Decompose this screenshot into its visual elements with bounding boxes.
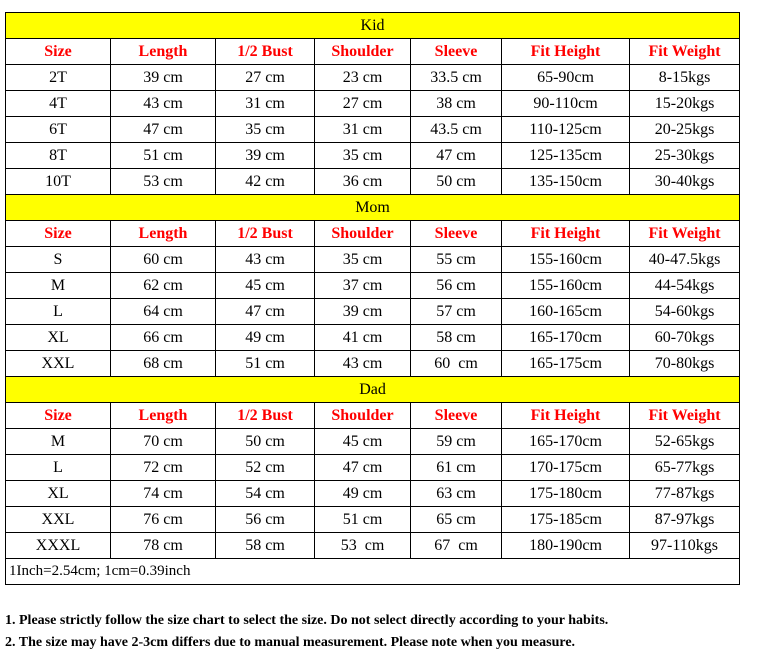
measurement-cell: 37 cm <box>315 273 411 299</box>
measurement-cell: 97-110kgs <box>630 533 740 559</box>
conversion-note-row <box>6 559 740 585</box>
measurement-cell: 33.5 cm <box>411 65 502 91</box>
size-chart-table <box>5 12 740 585</box>
table-row <box>6 169 740 195</box>
section-title-row <box>6 377 740 403</box>
measurement-cell: 20-25kgs <box>630 117 740 143</box>
measurement-cell: 47 cm <box>111 117 216 143</box>
measurement-cell: 180-190cm <box>502 533 630 559</box>
footnotes <box>5 612 608 656</box>
measurement-cell: 170-175cm <box>502 455 630 481</box>
table-row <box>6 247 740 273</box>
table-row <box>6 533 740 559</box>
measurement-cell: 175-185cm <box>502 507 630 533</box>
size-cell: XL <box>6 481 111 507</box>
size-cell: 6T <box>6 117 111 143</box>
measurement-cell: 43 cm <box>315 351 411 377</box>
size-cell: 4T <box>6 91 111 117</box>
column-header: Shoulder <box>315 221 411 247</box>
measurement-cell: 23 cm <box>315 65 411 91</box>
measurement-cell: 43 cm <box>216 247 315 273</box>
column-header: Fit Height <box>502 39 630 65</box>
measurement-cell: 47 cm <box>411 143 502 169</box>
column-header-row <box>6 403 740 429</box>
measurement-cell: 58 cm <box>411 325 502 351</box>
measurement-cell: 35 cm <box>315 247 411 273</box>
measurement-cell: 35 cm <box>216 117 315 143</box>
measurement-cell: 90-110cm <box>502 91 630 117</box>
column-header: Length <box>111 221 216 247</box>
size-cell: XXL <box>6 351 111 377</box>
column-header: Fit Weight <box>630 221 740 247</box>
measurement-cell: 65 cm <box>411 507 502 533</box>
measurement-cell: 78 cm <box>111 533 216 559</box>
measurement-cell: 62 cm <box>111 273 216 299</box>
section-title: Mom <box>6 195 740 221</box>
measurement-cell: 39 cm <box>111 65 216 91</box>
measurement-cell: 87-97kgs <box>630 507 740 533</box>
measurement-cell: 58 cm <box>216 533 315 559</box>
measurement-cell: 67 cm <box>411 533 502 559</box>
column-header: 1/2 Bust <box>216 39 315 65</box>
measurement-cell: 65-77kgs <box>630 455 740 481</box>
measurement-cell: 51 cm <box>111 143 216 169</box>
measurement-cell: 70 cm <box>111 429 216 455</box>
measurement-cell: 76 cm <box>111 507 216 533</box>
size-cell: 2T <box>6 65 111 91</box>
size-cell: XXL <box>6 507 111 533</box>
size-cell: XL <box>6 325 111 351</box>
measurement-cell: 30-40kgs <box>630 169 740 195</box>
measurement-cell: 66 cm <box>111 325 216 351</box>
measurement-cell: 49 cm <box>216 325 315 351</box>
table-row <box>6 481 740 507</box>
column-header: Shoulder <box>315 403 411 429</box>
measurement-cell: 55 cm <box>411 247 502 273</box>
column-header: Length <box>111 39 216 65</box>
measurement-cell: 42 cm <box>216 169 315 195</box>
measurement-cell: 54-60kgs <box>630 299 740 325</box>
measurement-cell: 40-47.5kgs <box>630 247 740 273</box>
table-row <box>6 299 740 325</box>
measurement-cell: 39 cm <box>315 299 411 325</box>
measurement-cell: 35 cm <box>315 143 411 169</box>
measurement-cell: 51 cm <box>216 351 315 377</box>
measurement-cell: 50 cm <box>411 169 502 195</box>
measurement-cell: 57 cm <box>411 299 502 325</box>
measurement-cell: 45 cm <box>216 273 315 299</box>
footnote-2: 2. The size may have 2-3cm differs due to manual measurement. Please note when you measure. <box>5 635 576 650</box>
measurement-cell: 27 cm <box>315 91 411 117</box>
column-header: Size <box>6 221 111 247</box>
measurement-cell: 77-87kgs <box>630 481 740 507</box>
column-header: Fit Height <box>502 221 630 247</box>
measurement-cell: 39 cm <box>216 143 315 169</box>
column-header: Fit Weight <box>630 39 740 65</box>
table-row <box>6 429 740 455</box>
table-row <box>6 455 740 481</box>
measurement-cell: 61 cm <box>411 455 502 481</box>
table-row <box>6 143 740 169</box>
section-title: Kid <box>6 13 740 39</box>
measurement-cell: 135-150cm <box>502 169 630 195</box>
section-title-row <box>6 13 740 39</box>
size-chart-body <box>6 13 740 585</box>
measurement-cell: 38 cm <box>411 91 502 117</box>
footnote-1: 1. Please strictly follow the size chart to select the size. Do not select directly according to your habits. <box>5 613 609 628</box>
measurement-cell: 15-20kgs <box>630 91 740 117</box>
measurement-cell: 53 cm <box>315 533 411 559</box>
measurement-cell: 175-180cm <box>502 481 630 507</box>
measurement-cell: 49 cm <box>315 481 411 507</box>
column-header: Sleeve <box>411 403 502 429</box>
measurement-cell: 63 cm <box>411 481 502 507</box>
table-row <box>6 65 740 91</box>
column-header-row <box>6 39 740 65</box>
measurement-cell: 56 cm <box>411 273 502 299</box>
measurement-cell: 60 cm <box>411 351 502 377</box>
column-header: 1/2 Bust <box>216 403 315 429</box>
measurement-cell: 155-160cm <box>502 247 630 273</box>
table-row <box>6 325 740 351</box>
table-row <box>6 351 740 377</box>
measurement-cell: 56 cm <box>216 507 315 533</box>
measurement-cell: 160-165cm <box>502 299 630 325</box>
table-row <box>6 507 740 533</box>
measurement-cell: 25-30kgs <box>630 143 740 169</box>
measurement-cell: 27 cm <box>216 65 315 91</box>
column-header: Size <box>6 39 111 65</box>
column-header: Size <box>6 403 111 429</box>
measurement-cell: 65-90cm <box>502 65 630 91</box>
measurement-cell: 52-65kgs <box>630 429 740 455</box>
measurement-cell: 125-135cm <box>502 143 630 169</box>
measurement-cell: 54 cm <box>216 481 315 507</box>
measurement-cell: 64 cm <box>111 299 216 325</box>
measurement-cell: 43.5 cm <box>411 117 502 143</box>
measurement-cell: 68 cm <box>111 351 216 377</box>
section-title-row <box>6 195 740 221</box>
measurement-cell: 8-15kgs <box>630 65 740 91</box>
table-row <box>6 117 740 143</box>
size-cell: 10T <box>6 169 111 195</box>
column-header: Sleeve <box>411 221 502 247</box>
size-cell: S <box>6 247 111 273</box>
section-title: Dad <box>6 377 740 403</box>
measurement-cell: 45 cm <box>315 429 411 455</box>
size-cell: L <box>6 455 111 481</box>
measurement-cell: 110-125cm <box>502 117 630 143</box>
measurement-cell: 74 cm <box>111 481 216 507</box>
measurement-cell: 47 cm <box>315 455 411 481</box>
measurement-cell: 60 cm <box>111 247 216 273</box>
size-cell: M <box>6 429 111 455</box>
conversion-note: 1Inch=2.54cm; 1cm=0.39inch <box>6 559 740 585</box>
measurement-cell: 43 cm <box>111 91 216 117</box>
table-row <box>6 91 740 117</box>
measurement-cell: 165-175cm <box>502 351 630 377</box>
measurement-cell: 50 cm <box>216 429 315 455</box>
measurement-cell: 165-170cm <box>502 325 630 351</box>
size-cell: 8T <box>6 143 111 169</box>
size-cell: XXXL <box>6 533 111 559</box>
measurement-cell: 60-70kgs <box>630 325 740 351</box>
measurement-cell: 155-160cm <box>502 273 630 299</box>
measurement-cell: 72 cm <box>111 455 216 481</box>
measurement-cell: 31 cm <box>315 117 411 143</box>
measurement-cell: 36 cm <box>315 169 411 195</box>
measurement-cell: 52 cm <box>216 455 315 481</box>
measurement-cell: 44-54kgs <box>630 273 740 299</box>
size-cell: M <box>6 273 111 299</box>
measurement-cell: 41 cm <box>315 325 411 351</box>
measurement-cell: 31 cm <box>216 91 315 117</box>
column-header: Shoulder <box>315 39 411 65</box>
measurement-cell: 51 cm <box>315 507 411 533</box>
column-header: Fit Height <box>502 403 630 429</box>
measurement-cell: 70-80kgs <box>630 351 740 377</box>
measurement-cell: 59 cm <box>411 429 502 455</box>
size-cell: L <box>6 299 111 325</box>
table-row <box>6 273 740 299</box>
measurement-cell: 53 cm <box>111 169 216 195</box>
measurement-cell: 165-170cm <box>502 429 630 455</box>
column-header: Sleeve <box>411 39 502 65</box>
measurement-cell: 47 cm <box>216 299 315 325</box>
column-header: Fit Weight <box>630 403 740 429</box>
column-header-row <box>6 221 740 247</box>
column-header: Length <box>111 403 216 429</box>
column-header: 1/2 Bust <box>216 221 315 247</box>
